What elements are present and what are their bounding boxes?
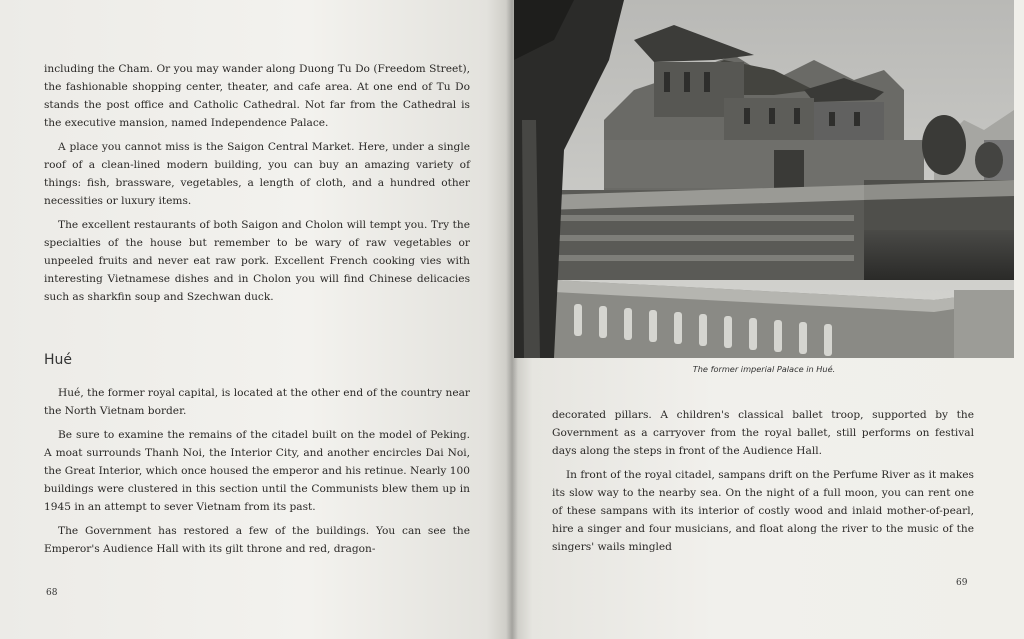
page-number-left: 68 — [46, 588, 58, 598]
page-number-right: 69 — [956, 578, 968, 588]
right-page-text — [552, 406, 974, 562]
paragraph: A place you cannot miss is the Saigon Central Market. Here, under a single roof of a clean-lined modern building, you can buy an amazing variety of things: fish, brassware, vegetables, a length of cloth, and a hundred other necessities or luxury items. — [44, 141, 470, 207]
paragraph: In front of the royal citadel, sampans drift on the Perfume River as it makes its slow way to the nearby sea. On the night of a full moon, you can rent one of these sampans with its interior of costly wood and inlaid mother-of-pearl, hire a singer and four musicians, and float along the river to the music of the singers' wails mingled — [552, 469, 974, 553]
paragraph: decorated pillars. A children's classical ballet troop, supported by the Government as a carryover from the royal ballet, still performs on festival days along the steps in front of the Audience Hall. — [552, 409, 974, 457]
paragraph: Hué, the former royal capital, is located at the other end of the country near the North Vietnam border. — [44, 387, 470, 417]
palace-photo — [514, 0, 1014, 358]
left-page-text-bottom — [44, 384, 470, 564]
section-heading: Hué — [44, 352, 73, 368]
paragraph: including the Cham. Or you may wander along Duong Tu Do (Freedom Street), the fashionable shopping center, theater, and cafe area. At one end of Tu Do stands the post office and Catholic Cathedral. Not far from the Cathedral is the executive mansion, named Independence Palace. — [44, 63, 470, 129]
photo-caption: The former imperial Palace in Hué. — [692, 364, 836, 374]
paragraph: The excellent restaurants of both Saigon and Cholon will tempt you. Try the specialties of the house but remember to be wary of raw vegetables or unpeeled fruits and never eat raw pork. Excellent French cooking vies with interesting Vietnamese dishes and in Cholon you will find Chinese delicacies such as sharkfin soup and Szechwan duck. — [44, 219, 470, 303]
paragraph: The Government has restored a few of the buildings. You can see the Emperor's Audience Hall with its gilt throne and red, dragon- — [44, 525, 470, 555]
paragraph: Be sure to examine the remains of the citadel built on the model of Peking. A moat surrounds Thanh Noi, the Interior City, and another encircles Dai Noi, the Great Interior, which once housed the emperor and his retinue. Nearly 100 buildings were clustered in this section until the Communists blew them up in 1945 in an attempt to sever Vietnam from its past. — [44, 429, 470, 513]
left-page-text-top — [44, 60, 470, 312]
